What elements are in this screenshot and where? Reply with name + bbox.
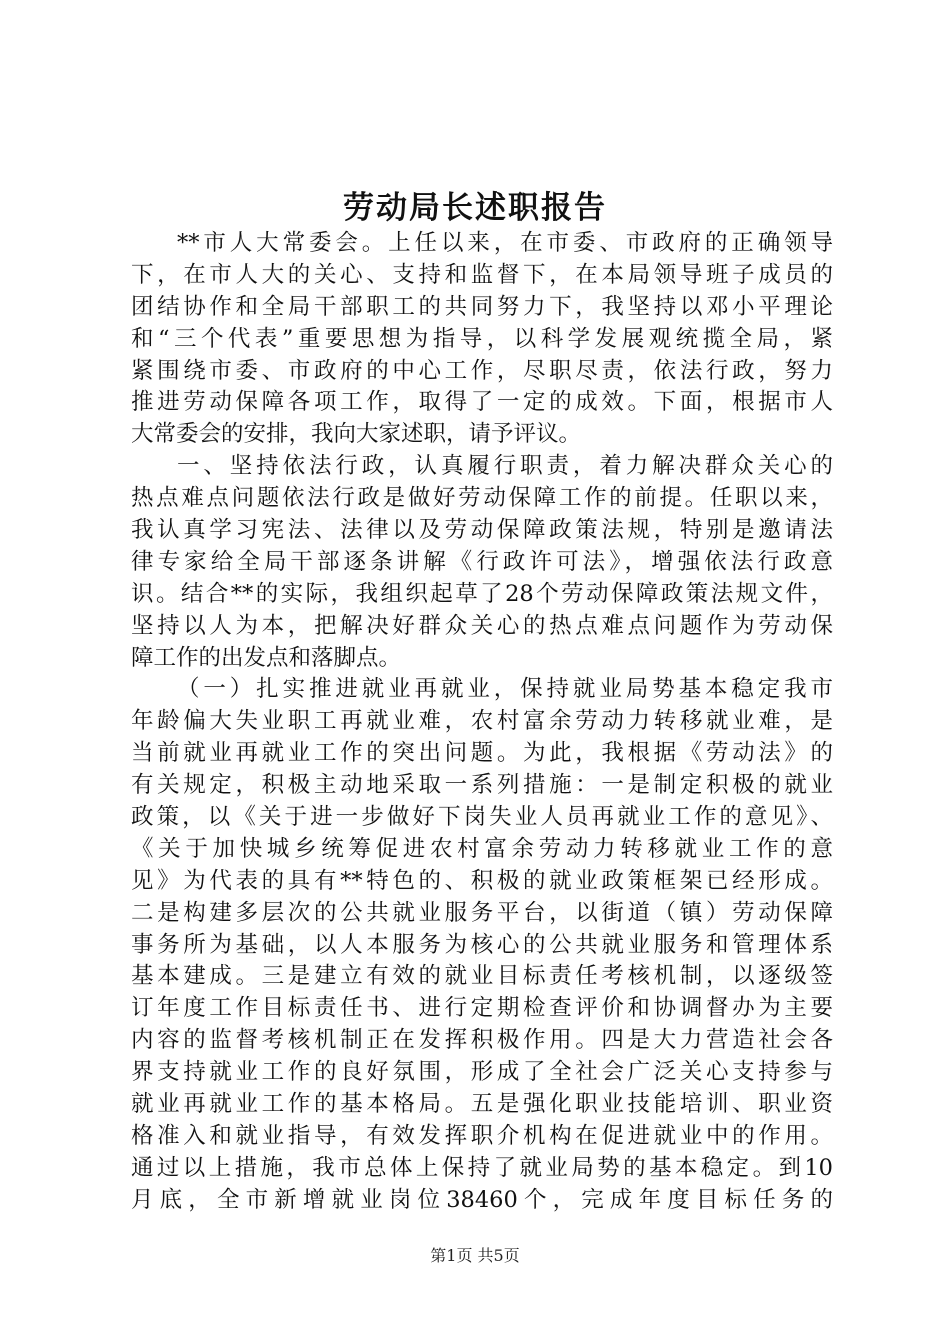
paragraph-line: 基本建成。三是建立有效的就业目标责任考核机制，以逐级签 (131, 963, 833, 990)
paragraph-line: （一）扎实推进就业再就业，保持就业局势基本稳定我市 (177, 676, 833, 703)
paragraph-line: 通过以上措施，我市总体上保持了就业局势的基本稳定。到10 (131, 1154, 833, 1181)
paragraph-line: 一、坚持依法行政，认真履行职责，着力解决群众关心的 (177, 453, 833, 480)
paragraph-line: 紧围绕市委、市政府的中心工作，尽职尽责，依法行政，努力 (131, 357, 833, 384)
paragraph-line: 律专家给全局干部逐条讲解《行政许可法》，增强依法行政意 (131, 548, 833, 575)
paragraph-line: 订年度工作目标责任书、进行定期检查评价和协调督办为主要 (131, 995, 833, 1022)
paragraph-line: 下，在市人大的关心、支持和监督下，在本局领导班子成员的 (131, 261, 833, 288)
paragraph-line: 和“三个代表”重要思想为指导，以科学发展观统揽全局，紧 (131, 325, 833, 352)
paragraph-line: 大常委会的安排，我向大家述职，请予评议。 (131, 421, 582, 448)
paragraph-line: **市人大常委会。上任以来，在市委、市政府的正确领导 (177, 230, 833, 256)
paragraph-line: 识。结合**的实际，我组织起草了28个劳动保障政策法规文件， (131, 580, 833, 607)
paragraph-line: 有关规定，积极主动地采取一系列措施：一是制定积极的就业 (131, 772, 833, 799)
document-body (131, 228, 833, 1217)
paragraph-line: 障工作的出发点和落脚点。 (131, 644, 402, 671)
paragraph-line: 政策，以《关于进一步做好下岗失业人员再就业工作的意见》、 (131, 804, 833, 831)
paragraph-line: 《关于加快城乡统筹促进农村富余劳动力转移就业工作的意 (131, 835, 833, 862)
paragraph-line: 我认真学习宪法、法律以及劳动保障政策法规，特别是邀请法 (131, 517, 833, 544)
paragraph-line: 坚持以人为本，把解决好群众关心的热点难点问题作为劳动保 (131, 612, 833, 639)
paragraph-line: 当前就业再就业工作的突出问题。为此，我根据《劳动法》的 (131, 740, 833, 767)
paragraph-line: 见》为代表的具有**特色的、积极的就业政策框架已经形成。 (131, 867, 833, 894)
paragraph-line: 年龄偏大失业职工再就业难，农村富余劳动力转移就业难，是 (131, 708, 833, 735)
paragraph-line: 月底，全市新增就业岗位38460个，完成年度目标任务的 (131, 1186, 833, 1213)
paragraph-line: 二是构建多层次的公共就业服务平台，以街道（镇）劳动保障 (131, 899, 833, 926)
paragraph-line: 界支持就业工作的良好氛围，形成了全社会广泛关心支持参与 (131, 1059, 833, 1086)
paragraph-line: 团结协作和全局干部职工的共同努力下，我坚持以邓小平理论 (131, 293, 833, 320)
paragraph-line: 热点难点问题依法行政是做好劳动保障工作的前提。任职以来， (131, 485, 833, 512)
paragraph-line: 格准入和就业指导，有效发挥职介机构在促进就业中的作用。 (131, 1122, 833, 1149)
paragraph-line: 事务所为基础，以人本服务为核心的公共就业服务和管理体系 (131, 931, 833, 958)
paragraph-line: 内容的监督考核机制正在发挥积极作用。四是大力营造社会各 (131, 1027, 833, 1054)
document-title: 劳动局长述职报告 (343, 190, 607, 226)
paragraph-line: 就业再就业工作的基本格局。五是强化职业技能培训、职业资 (131, 1091, 833, 1118)
paragraph-line: 推进劳动保障各项工作，取得了一定的成效。下面，根据市人 (131, 389, 833, 416)
page-number-footer: 第1页 共5页 (430, 1246, 520, 1265)
